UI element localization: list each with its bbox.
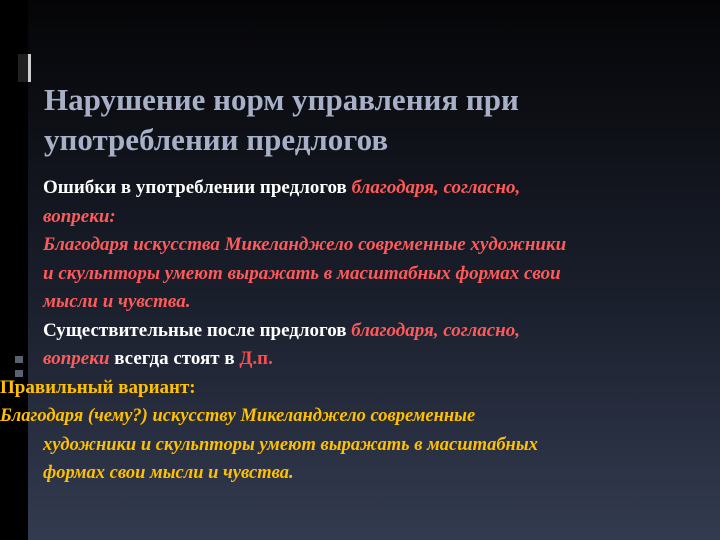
- wrong-example-line: [0, 231, 716, 260]
- preposition-highlight: вопреки: [43, 348, 110, 369]
- text-line: [0, 203, 716, 232]
- rule-line: [0, 345, 716, 374]
- preposition-highlight: благодаря, согласно,: [351, 177, 521, 198]
- decorative-bar: [18, 54, 28, 82]
- wrong-example-line: [0, 288, 716, 317]
- case-label: Д.п.: [239, 348, 273, 369]
- slide-title-line: употреблении предлогов: [44, 122, 389, 157]
- preposition-highlight: благодаря, согласно,: [351, 319, 520, 341]
- correct-example-line: [0, 431, 716, 460]
- correct-example-text: формах свои мысли и чувства.: [43, 463, 294, 483]
- decorative-bar-line: [28, 54, 31, 82]
- correct-label-line: [0, 374, 716, 403]
- correct-label: Правильный вариант:: [0, 376, 196, 398]
- slide-title: [44, 80, 664, 160]
- rule-text: всегда стоят в: [109, 348, 240, 369]
- slide-title-line: Нарушение норм управления при: [44, 82, 519, 117]
- correct-example-line: [0, 402, 716, 431]
- intro-text: Ошибки в употреблении предлогов: [43, 177, 352, 198]
- wrong-example-text: мысли и чувства.: [43, 291, 191, 312]
- wrong-example-text: Благодаря искусства Микеланджело современные художники: [43, 234, 567, 255]
- slide-body: [0, 174, 716, 488]
- text-line: [0, 174, 716, 203]
- wrong-example-line: [0, 260, 716, 289]
- correct-example-text: Благодаря (чему?) искусству Микеланджело современные: [0, 406, 476, 426]
- rule-line: [0, 317, 716, 346]
- wrong-example-text: и скульпторы умеют выражать в масштабных формах свои: [43, 262, 561, 284]
- correct-example-line: [0, 459, 716, 488]
- rule-text: Существительные после предлогов: [43, 319, 352, 341]
- correct-example-text: художники и скульпторы умеют выражать в масштабных: [43, 434, 538, 455]
- preposition-highlight: вопреки:: [43, 205, 116, 227]
